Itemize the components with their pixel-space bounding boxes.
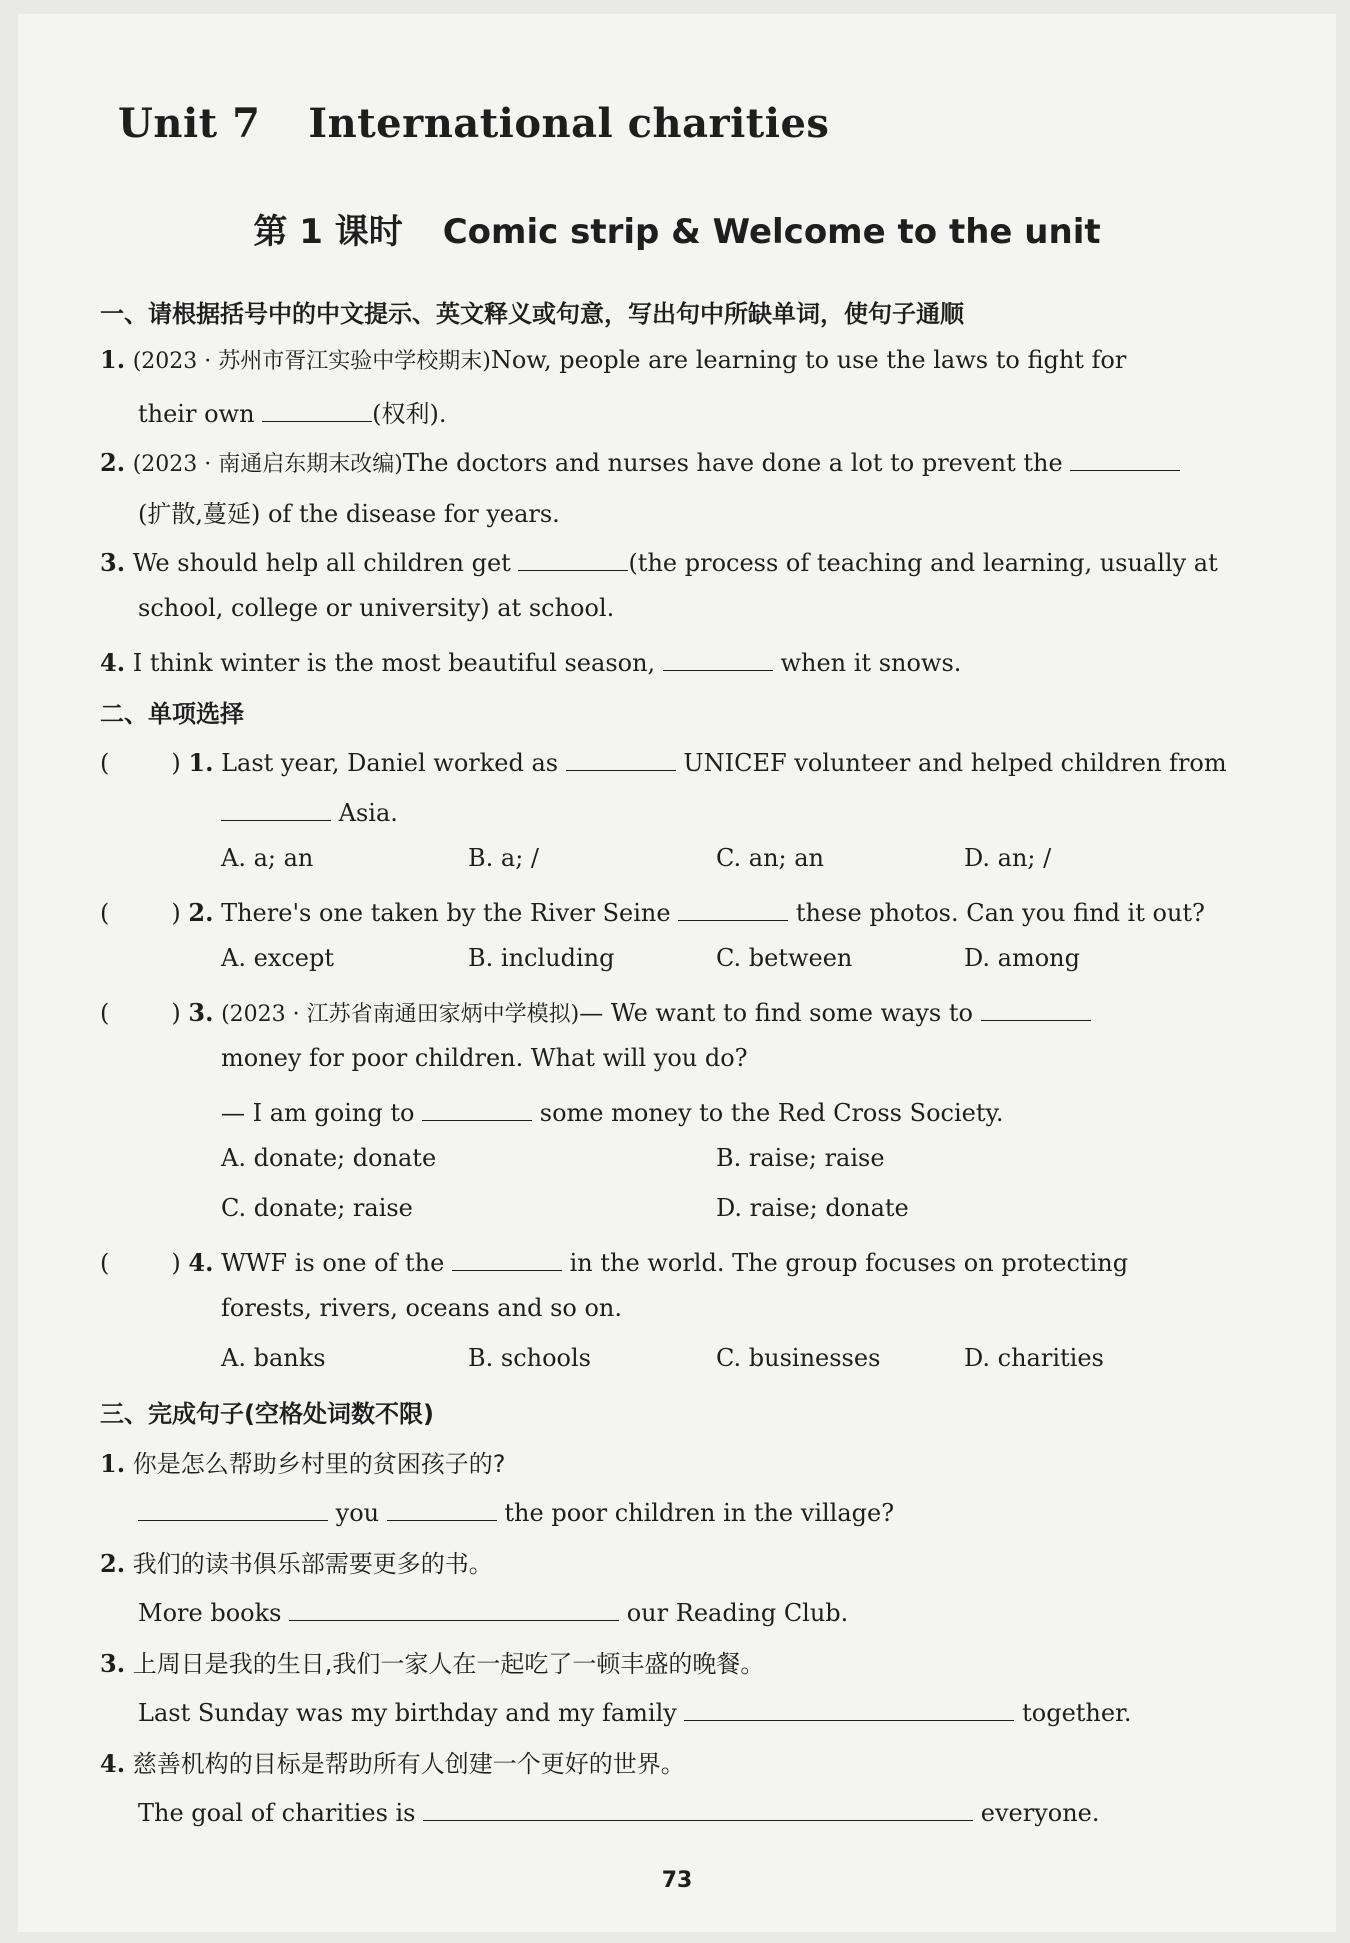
p1-q3-line1: 3. We should help all children get (the process of teaching and learning, usually at bbox=[100, 544, 1218, 577]
mc-q2-option-b[interactable]: B. including bbox=[468, 944, 615, 972]
lesson-title bbox=[18, 204, 1336, 253]
lesson-name: Comic strip & Welcome to the unit bbox=[442, 212, 1101, 252]
answer-blank[interactable] bbox=[452, 1244, 562, 1271]
answer-blank[interactable] bbox=[289, 1594, 619, 1621]
mc-q1-option-a[interactable]: A. a; an bbox=[221, 844, 314, 872]
mc-q1-option-b[interactable]: B. a; / bbox=[468, 844, 540, 872]
lesson-label: 第 1 课时 bbox=[253, 212, 403, 252]
mc-q4-option-c[interactable]: C. businesses bbox=[716, 1344, 881, 1372]
mc-q4-line1: ( ) 4. WWF is one of the in the world. The group focuses on protecting bbox=[100, 1244, 1128, 1277]
answer-blank[interactable] bbox=[663, 644, 773, 671]
mc-q3-line1: ( ) 3. (2023 · 江苏省南通田家炳中学模拟)— We want to find some ways to bbox=[100, 994, 1091, 1028]
mc-q2-option-c[interactable]: C. between bbox=[716, 944, 853, 972]
answer-blank[interactable] bbox=[1070, 444, 1180, 471]
mc-q4-option-d[interactable]: D. charities bbox=[964, 1344, 1104, 1372]
answer-blank[interactable] bbox=[678, 894, 788, 921]
mc-q2-line1: ( ) 2. There's one taken by the River Seine these photos. Can you find it out? bbox=[100, 894, 1205, 927]
answer-blank[interactable] bbox=[262, 395, 372, 422]
page-number: 73 bbox=[661, 1868, 693, 1893]
mc-q3-option-b[interactable]: B. raise; raise bbox=[716, 1144, 885, 1172]
answer-blank[interactable] bbox=[422, 1094, 532, 1121]
answer-paren[interactable]: ( bbox=[100, 899, 110, 927]
mc-q4-option-b[interactable]: B. schools bbox=[468, 1344, 591, 1372]
mc-q1-line1: ( ) 1. Last year, Daniel worked as UNICEF volunteer and helped children from bbox=[100, 744, 1227, 777]
section-heading-1: 一、请根据括号中的中文提示、英文释义或句意，写出句中所缺单词，使句子通顺 bbox=[100, 300, 964, 328]
p3-q4-cn: 4. 慈善机构的目标是帮助所有人创建一个更好的世界。 bbox=[100, 1749, 685, 1778]
answer-paren[interactable]: ( bbox=[100, 749, 110, 777]
p1-q3-line2: school, college or university) at school. bbox=[138, 594, 615, 622]
answer-blank[interactable] bbox=[566, 744, 676, 771]
answer-blank[interactable] bbox=[138, 1494, 328, 1521]
mc-q1-line2: Asia. bbox=[221, 794, 398, 827]
mc-q2-option-d[interactable]: D. among bbox=[964, 944, 1080, 972]
p1-q2-line2: (扩散,蔓延) of the disease for years. bbox=[138, 500, 560, 528]
mc-q2-option-a[interactable]: A. except bbox=[221, 944, 334, 972]
p1-q4-line1: 4. I think winter is the most beautiful season, when it snows. bbox=[100, 644, 961, 677]
unit-name: International charities bbox=[308, 100, 830, 147]
p3-q3-cn: 3. 上周日是我的生日,我们一家人在一起吃了一顿丰盛的晚餐。 bbox=[100, 1649, 765, 1678]
unit-title bbox=[118, 100, 829, 147]
answer-paren[interactable]: ( bbox=[100, 1249, 110, 1277]
p3-q2-en: More books our Reading Club. bbox=[138, 1594, 848, 1627]
section-heading-3: 三、完成句子(空格处词数不限) bbox=[100, 1400, 434, 1428]
p1-q1-line2: their own (权利). bbox=[138, 394, 447, 429]
mc-q3-option-c[interactable]: C. donate; raise bbox=[221, 1194, 413, 1222]
p3-q3-en: Last Sunday was my birthday and my family together. bbox=[138, 1694, 1132, 1727]
mc-q4-line2: forests, rivers, oceans and so on. bbox=[221, 1294, 622, 1322]
mc-q3-line2: money for poor children. What will you do? bbox=[221, 1044, 748, 1072]
mc-q3-line3: — I am going to some money to the Red Cross Society. bbox=[221, 1094, 1003, 1127]
answer-blank[interactable] bbox=[684, 1694, 1014, 1721]
answer-blank[interactable] bbox=[981, 994, 1091, 1021]
answer-blank[interactable] bbox=[518, 544, 628, 571]
p3-q4-en: The goal of charities is everyone. bbox=[138, 1794, 1100, 1827]
mc-q3-option-a[interactable]: A. donate; donate bbox=[221, 1144, 437, 1172]
mc-q1-option-d[interactable]: D. an; / bbox=[964, 844, 1052, 872]
unit-label: Unit 7 bbox=[118, 100, 261, 147]
mc-q3-option-d[interactable]: D. raise; donate bbox=[716, 1194, 909, 1222]
answer-blank[interactable] bbox=[387, 1494, 497, 1521]
answer-blank[interactable] bbox=[423, 1794, 973, 1821]
p3-q2-cn: 2. 我们的读书俱乐部需要更多的书。 bbox=[100, 1549, 493, 1578]
mc-q4-option-a[interactable]: A. banks bbox=[221, 1344, 326, 1372]
p3-q1-cn: 1. 你是怎么帮助乡村里的贫困孩子的? bbox=[100, 1449, 506, 1478]
worksheet-page bbox=[18, 14, 1336, 1932]
answer-paren[interactable]: ( bbox=[100, 999, 110, 1027]
p3-q1-en: you the poor children in the village? bbox=[138, 1494, 894, 1527]
section-heading-2: 二、单项选择 bbox=[100, 700, 244, 728]
p1-q2-line1: 2. (2023 · 南通启东期末改编)The doctors and nurses have done a lot to prevent the bbox=[100, 444, 1180, 478]
mc-q1-option-c[interactable]: C. an; an bbox=[716, 844, 825, 872]
p1-q1-line1: 1. (2023 · 苏州市胥江实验中学校期末)Now, people are learning to use the laws to fight for bbox=[100, 345, 1127, 374]
answer-blank[interactable] bbox=[221, 794, 331, 821]
